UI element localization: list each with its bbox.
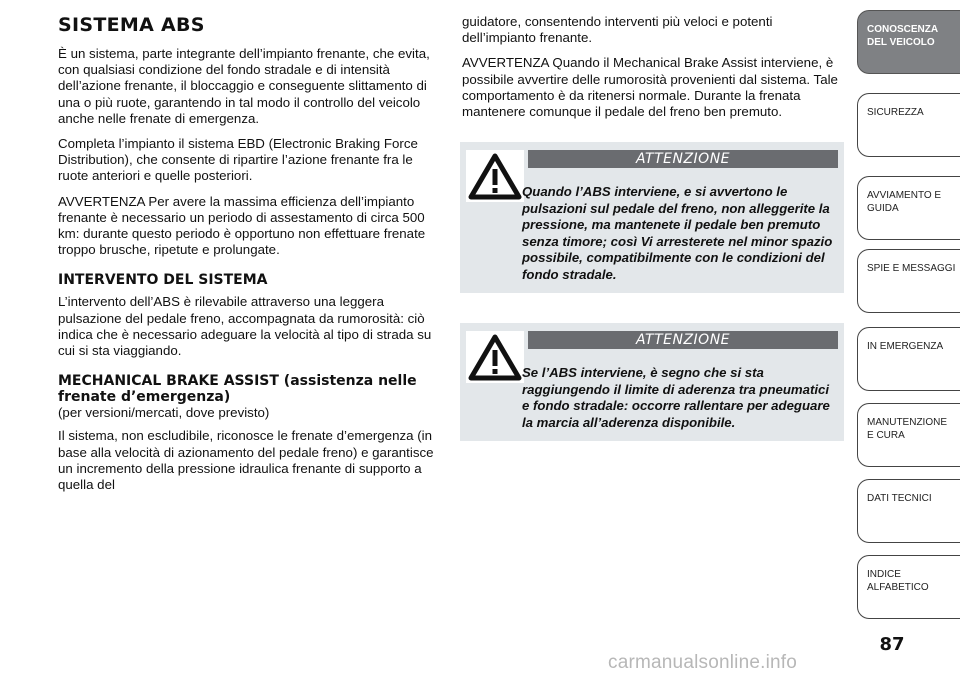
warning-box-2 xyxy=(460,323,844,441)
warning-text: Quando l’ABS interviene, e si avvertono le pulsazioni sul pedale del freno, non alleggerite la pressione, ma mantenete il pedale ben premuto senza timore; così Vi arresterete nel minor spazio possibile, compatibilmente con le condizioni del fondo stradale. xyxy=(522,184,833,282)
tab-indice-alfabetico[interactable]: INDICE ALFABETICO xyxy=(857,555,960,619)
left-column xyxy=(58,14,438,502)
paragraph-continuation: guidatore, consentendo interventi più veloci e potenti dell’impianto frenante. xyxy=(462,14,773,46)
tab-sicurezza[interactable]: SICUREZZA xyxy=(857,93,960,157)
section-title: SISTEMA ABS xyxy=(58,14,205,36)
paragraph-brake-assist: Il sistema, non escludibile, riconosce le frenate d’emergenza (in base alla velocità di azionamento del pedale freno) e garantisce un incremento della pressione idraulica frenante di supporto a quella del xyxy=(58,428,434,493)
paragraph-abs-intro: È un sistema, parte integrante dell’impianto frenante, che evita, con qualsiasi condizione del fondo stradale e di intensità dell’azione frenante, il bloccaggio e conseguente slittamento di una o più ruote, garantendo in tal modo il controllo del veicolo anche nelle frenate di emergenza. xyxy=(58,46,430,126)
watermark: carmanualsonline.info xyxy=(608,652,798,673)
tab-conoscenza-del-veicolo[interactable]: CONOSCENZA DEL VEICOLO xyxy=(857,10,960,74)
subsection-title-brake-assist: MECHANICAL BRAKE ASSIST (assistenza nelle frenate d’emergenza) xyxy=(58,373,417,406)
paragraph-intervento: L’intervento dell’ABS è rilevabile attraverso una leggera pulsazione del pedale freno, accompagnata da rumorosità: ciò indica che è necessario adeguare la velocità al tipo di strada su cui si sta viaggiando. xyxy=(58,294,432,359)
subsection-subtitle: (per versioni/mercati, dove previsto) xyxy=(58,405,270,421)
warning-triangle-icon xyxy=(466,150,524,202)
warning-triangle-icon xyxy=(466,331,524,383)
tab-spie-e-messaggi[interactable]: SPIE E MESSAGGI xyxy=(857,249,960,313)
right-column xyxy=(462,14,842,441)
tab-dati-tecnici[interactable]: DATI TECNICI xyxy=(857,479,960,543)
tab-manutenzione-e-cura[interactable]: MANUTENZIONE E CURA xyxy=(857,403,960,467)
tab-avviamento-e-guida[interactable]: AVVIAMENTO E GUIDA xyxy=(857,176,960,240)
paragraph-ebd: Completa l’impianto il sistema EBD (Electronic Braking Force Distribution), che consente di ripartire l’azione frenante fra le ruote anteriori e quelle posteriori. xyxy=(58,136,418,184)
chapter-tabs xyxy=(857,0,960,678)
page-number: 87 xyxy=(876,632,908,658)
warning-title: ATTENZIONE xyxy=(528,150,838,168)
warning-text: Se l’ABS interviene, è segno che si sta raggiungendo il limite di aderenza tra pneumatici e fondo stradale: occorre rallentare per adeguare la marcia all’aderenza disponibile. xyxy=(522,365,830,430)
warning-title: ATTENZIONE xyxy=(528,331,838,349)
tab-in-emergenza[interactable]: IN EMERGENZA xyxy=(857,327,960,391)
warning-box-1 xyxy=(460,142,844,293)
paragraph-brake-assist-note: AVVERTENZA Quando il Mechanical Brake Assist interviene, è possibile avvertire delle rumorosità provenienti dal sistema. Tale comportamento è da ritenersi normale. Durante la frenata mantenere comunque il pedale del freno ben premuto. xyxy=(462,55,838,120)
subsection-title-intervento: INTERVENTO DEL SISTEMA xyxy=(58,272,268,289)
paragraph-avvertenza: AVVERTENZA Per avere la massima efficienza dell’impianto frenante è necessario un periodo di assestamento di circa 500 km: durante questo periodo è opportuno non effettuare frenate troppo brusche, ripetute e prolungate. xyxy=(58,193,426,258)
